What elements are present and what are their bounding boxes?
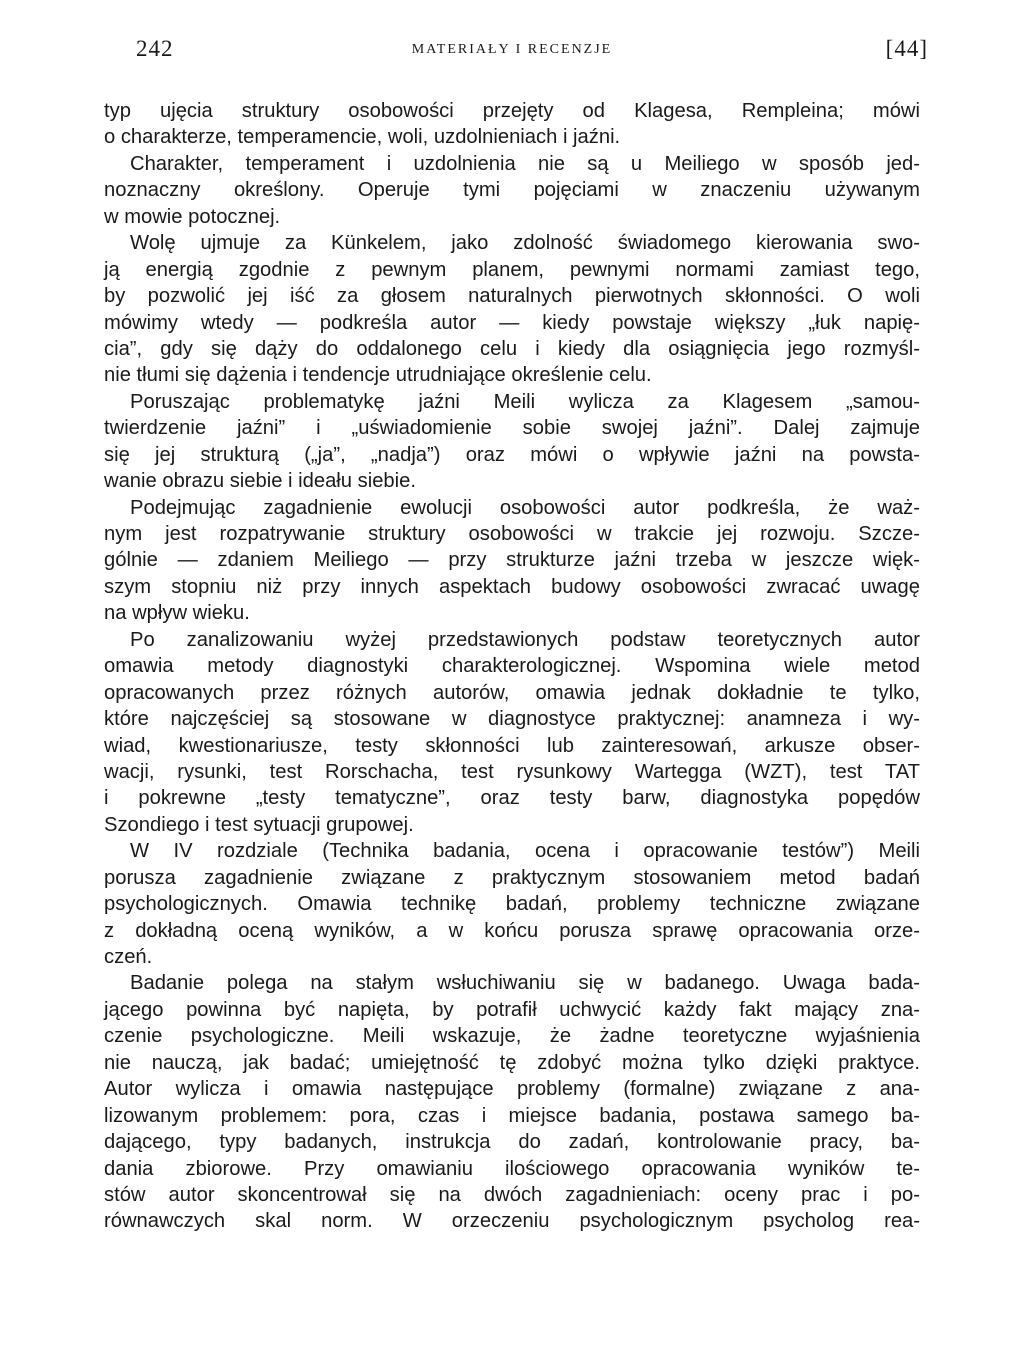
text-line: cia”, gdy się dąży do oddalonego celu i kiedy dla osiągnięcia jego rozmyśl- — [104, 337, 920, 360]
page-number: 242 — [136, 36, 174, 61]
text-line: opracowanych przez różnych autorów, omawia jednak dokładnie te tylko, — [104, 681, 920, 704]
text-line: gólnie — zdaniem Meiliego — przy strukturze jaźni trzeba w jeszcze więk- — [104, 549, 920, 572]
text-line: nym jest rozpatrywanie struktury osobowości w trakcie jej rozwoju. Szcze- — [104, 523, 920, 545]
text-line: które najczęściej są stosowane w diagnostyce praktycznej: anamneza i wy- — [104, 708, 920, 731]
paragraph — [104, 151, 920, 230]
text-line: by pozwolić jej iść za głosem naturalnych pierwotnych skłonności. O woli — [104, 285, 920, 308]
text-line: nie nauczą, jak badać; umiejętność tę zdobyć można tylko dzięki praktyce. — [104, 1051, 920, 1074]
text-line: Podejmując zagadnienie ewolucji osobowości autor podkreśla, że waż- — [130, 496, 920, 519]
text-line: stów autor skoncentrował się na dwóch zagadnieniach: oceny prac i po- — [104, 1183, 920, 1206]
paragraph — [104, 838, 920, 970]
text-line: jącego powinna być napięta, by potrafił uchwycić każdy fakt mający zna- — [104, 998, 920, 1021]
text-line: wacji, rysunki, test Rorschacha, test rysunkowy Wartegga (WZT), test TAT — [104, 760, 920, 783]
text-line: mówimy wtedy — podkreśla autor — kiedy powstaje większy „łuk napię- — [104, 311, 920, 334]
text-line: szym stopniu niż przy innych aspektach budowy osobowości zwracać uwagę — [104, 575, 920, 598]
text-line: porusza zagadnienie związane z praktycznym stosowaniem metod badań — [104, 866, 920, 889]
text-line: czeń. — [104, 946, 153, 968]
text-line: o charakterze, temperamencie, woli, uzdolnieniach i jaźni. — [104, 126, 621, 149]
text-line: Szondiego i test sytuacji grupowej. — [104, 813, 414, 836]
text-line: Autor wylicza i omawia następujące problemy (formalne) związane z ana- — [104, 1078, 920, 1101]
text-line: Charakter, temperament i uzdolnienia nie są u Meiliego w sposób jed- — [130, 152, 920, 175]
text-line: ją energią zgodnie z pewnym planem, pewnymi normami zamiast tego, — [104, 258, 920, 281]
text-line: Wolę ujmuje za Künkelem, jako zdolność świadomego kierowania swo- — [130, 232, 920, 255]
text-line: wanie obrazu siebie i ideału siebie. — [104, 470, 416, 493]
page — [104, 36, 928, 1235]
text-line: lizowanym problemem: pora, czas i miejsce badania, postawa samego ba- — [104, 1104, 920, 1127]
text-line: psychologicznych. Omawia technikę badań, problemy techniczne związane — [104, 893, 920, 916]
text-line: Po zanalizowaniu wyżej przedstawionych podstaw teoretycznych autor — [130, 628, 920, 651]
paragraph — [104, 98, 920, 151]
text-line: na wpływ wieku. — [104, 602, 250, 625]
text-line: omawia metody diagnostyki charakterologicznej. Wspomina wiele metod — [104, 655, 920, 678]
text-line: Poruszając problematykę jaźni Meili wylicza za Klagesem „samou- — [130, 390, 920, 413]
text-line: dającego, typy badanych, instrukcja do zadań, kontrolowanie pracy, ba- — [104, 1131, 920, 1154]
text-line: i pokrewne „testy tematyczne”, oraz testy barw, diagnostyka popędów — [104, 787, 920, 810]
text-line: twierdzenie jaźni” i „uświadomienie sobie swojej jaźni”. Dalej zajmuje — [104, 417, 920, 440]
text-line: się jej strukturą („ja”, „nadja”) oraz mówi o wpływie jaźni na powsta- — [104, 443, 920, 466]
running-header — [104, 36, 928, 70]
text-line: z dokładną oceną wyników, a w końcu porusza sprawę opracowania orze- — [104, 919, 920, 942]
text-line: W IV rozdziale (Technika badania, ocena i opracowanie testów”) Meili — [130, 840, 920, 863]
text-line: wiad, kwestionariusze, testy skłonności lub zainteresowań, arkusze obser- — [104, 734, 920, 757]
text-line: dania zbiorowe. Przy omawianiu ilościowego opracowania wyników te- — [104, 1157, 920, 1180]
paragraph — [104, 627, 920, 839]
paragraph — [104, 495, 920, 627]
text-line: Badanie polega na stałym wsłuchiwaniu się w badanego. Uwaga bada- — [130, 972, 920, 995]
text-line: czenie psychologiczne. Meili wskazuje, że żadne teoretyczne wyjaśnienia — [104, 1025, 920, 1048]
paragraph — [104, 230, 920, 389]
text-line: w mowie potocznej. — [104, 205, 281, 228]
article-body — [104, 98, 920, 1235]
text-line: typ ujęcia struktury osobowości przejęty od Klagesa, Rempleina; mówi — [104, 100, 920, 122]
text-line: noznaczny określony. Operuje tymi pojęciami w znaczeniu używanym — [104, 179, 920, 202]
paragraph — [104, 389, 920, 495]
paragraph — [104, 970, 920, 1234]
running-title: MATERIAŁY I RECENZJE — [411, 42, 613, 57]
text-line: równawczych skal norm. W orzeczeniu psychologicznym psycholog rea- — [104, 1210, 920, 1233]
text-line: nie tłumi się dążenia i tendencje utrudniające określenie celu. — [104, 364, 652, 387]
section-ref: [44] — [885, 36, 928, 61]
